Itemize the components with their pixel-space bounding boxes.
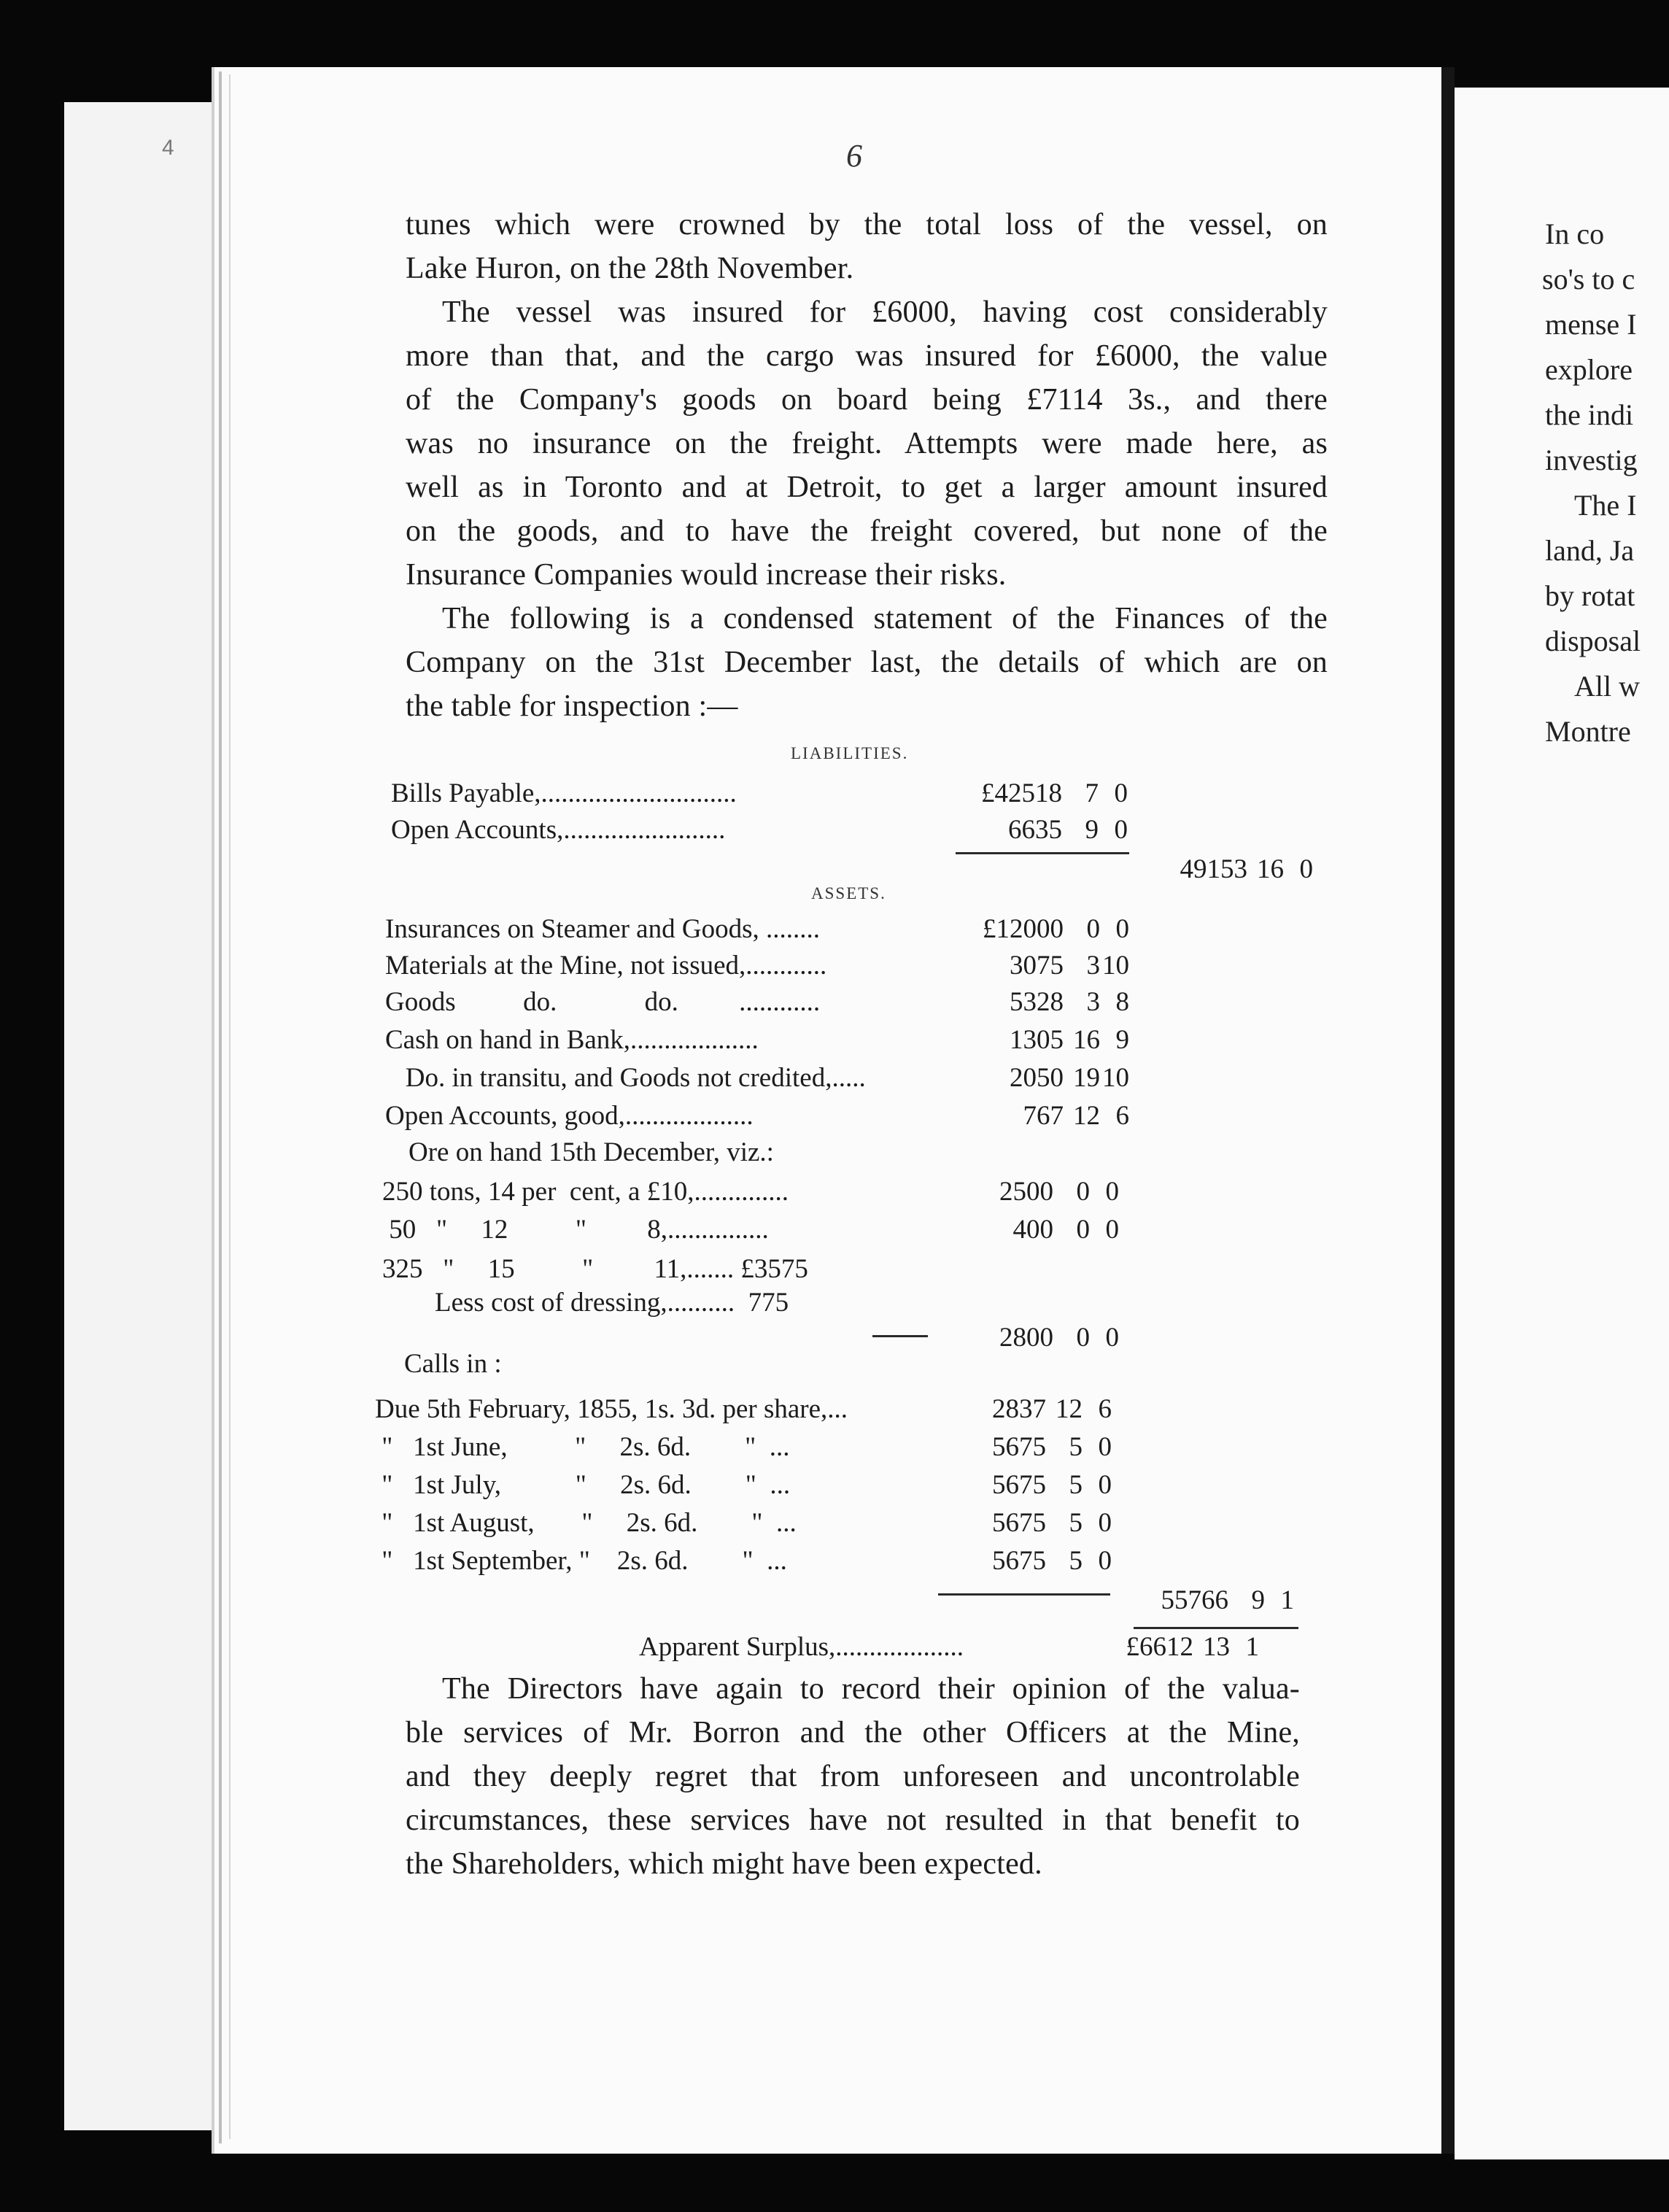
closing-text	[406, 1667, 1300, 1886]
liabilities-total-row: 49153 16 0	[1180, 854, 1313, 884]
table-row: " 1st August, " 2s. 6d. " ... 5675 5 0	[375, 1508, 1112, 1538]
text-line: on the goods, and to have the freight covered, but none of the	[406, 514, 1328, 548]
table-row: " 1st July, " 2s. 6d. " ... 5675 5 0	[375, 1470, 1112, 1500]
table-row: Open Accounts,........................ 6635 9 0	[391, 815, 1128, 845]
table-row: 50 " 12 " 8,............... 400 0 0	[382, 1215, 1119, 1245]
text-line: and they deeply regret that from unforeseen and uncontrolable	[406, 1760, 1300, 1793]
assets-heading: ASSETS.	[811, 884, 886, 902]
table-row: Materials at the Mine, not issued,............ 3075 3 10	[385, 951, 1129, 981]
table-row: " 1st September, " 2s. 6d. " ... 5675 5 0	[375, 1546, 1112, 1576]
surplus-row: Apparent Surplus,................... £6612 13 1	[639, 1632, 1259, 1662]
text-line: was no insurance on the freight. Attempts were made here, as	[406, 427, 1328, 460]
text-line: ble services of Mr. Borron and the other Officers at the Mine,	[406, 1716, 1300, 1749]
text-line: the table for inspection :—	[406, 689, 738, 723]
calls-heading: Calls in :	[404, 1349, 502, 1379]
table-row: 325 " 15 " 11,....... £3575	[382, 1254, 808, 1284]
table-row: Goods do. do. ............ 5328 3 8	[385, 987, 1129, 1017]
sum-rule	[1134, 1627, 1298, 1629]
table-row: 250 tons, 14 per cent, a £10,.............. 2500 0 0	[382, 1177, 1119, 1207]
text-line: The Directors have again to record their opinion of the valua-	[442, 1672, 1300, 1706]
table-row: Bills Payable,............................. £42518 7 0	[391, 778, 1128, 808]
text-line: the Shareholders, which might have been expected.	[406, 1847, 1042, 1881]
text-line: circumstances, these services have not resulted in that benefit to	[406, 1803, 1300, 1837]
text-line: well as in Toronto and at Detroit, to get a larger amount insured	[406, 471, 1328, 504]
book-gutter	[1441, 67, 1455, 2154]
text-line: more than that, and the cargo was insured for £6000, the value	[406, 339, 1328, 373]
text-line: Company on the 31st December last, the details of which are on	[406, 646, 1328, 679]
table-row: Insurances on Steamer and Goods, ........ £12000 0 0	[385, 914, 1129, 944]
facing-page-text: In co so's to c mense I explore the indi investig The I land, Ja by rotat disposal All w Montre	[1542, 217, 1641, 748]
margin-mark: 4	[162, 136, 174, 160]
text-line: The following is a condensed statement of the Finances of the	[442, 602, 1328, 635]
text-line: tunes which were crowned by the total loss of the vessel, on	[406, 208, 1328, 241]
liabilities-heading: LIABILITIES.	[791, 744, 909, 762]
table-row: Less cost of dressing,.......... 775	[435, 1288, 789, 1318]
table-row: Do. in transitu, and Goods not credited,..... 2050 19 10	[385, 1063, 1129, 1093]
page-edge-inner	[229, 74, 231, 2139]
text-line: Lake Huron, on the 28th November.	[406, 252, 854, 285]
table-row: " 1st June, " 2s. 6d. " ... 5675 5 0	[375, 1432, 1112, 1462]
page-number: 6	[846, 138, 862, 174]
previous-page-sliver	[64, 102, 232, 2130]
text-line: The vessel was insured for £6000, having cost considerably	[442, 295, 1328, 329]
table-row: Cash on hand in Bank,................... 1305 16 9	[385, 1025, 1129, 1055]
text-line: of the Company's goods on board being £7114 3s., and there	[406, 383, 1328, 417]
table-row: Due 5th February, 1855, 1s. 3d. per share,... 2837 12 6	[375, 1394, 1112, 1424]
table-row: Open Accounts, good,................... 767 12 6	[385, 1101, 1129, 1131]
ore-net-row: 2800 0 0	[999, 1323, 1119, 1353]
opening-text	[406, 203, 1328, 728]
text-line: Insurance Companies would increase their risks.	[406, 558, 1007, 592]
ore-heading: Ore on hand 15th December, viz.:	[408, 1137, 774, 1167]
page-edge	[219, 71, 222, 2143]
assets-total-row: 55766 9 1	[1161, 1585, 1294, 1615]
